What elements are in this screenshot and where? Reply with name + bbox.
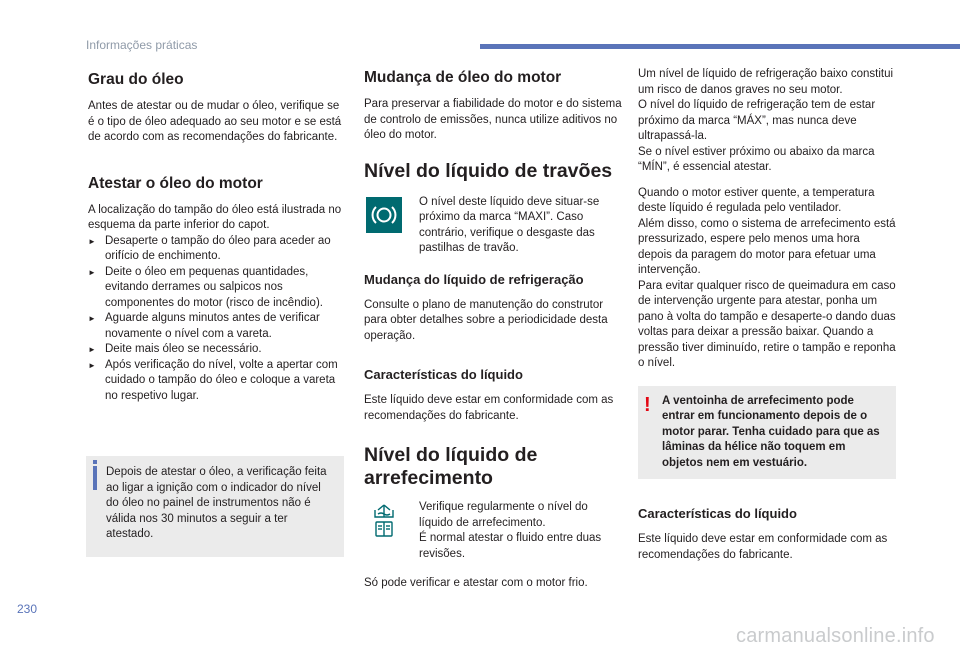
brake-fluid-text: O nível deste líquido deve situar-se próximo da marca “MAXI”. Caso contrário, verifique o desgaste das pastilhas de travão. xyxy=(419,195,600,254)
coolant-para-6: Para evitar qualquer risco de queimadura em caso de intervenção urgente para atestar, ponha um pano à volta do tampão e desaperte-o dando duas voltas para deixar a pressão baixar. Quando a pressão tiver diminuído, retire o tampão e reponha o nível. xyxy=(638,279,896,369)
warning-icon: ! xyxy=(644,393,651,416)
brake-fluid-heading: Nível do líquido de travões xyxy=(364,159,613,182)
oil-grade-text: Antes de atestar ou de mudar o óleo, verifique se é o tipo de óleo adequado ao seu motor e se está de acordo com as recomendações do fabricante. xyxy=(88,100,342,143)
coolant-level-heading-line2: arrefecimento xyxy=(364,467,493,489)
coolant-manual-icon xyxy=(366,502,402,538)
topping-up-steps xyxy=(88,234,344,405)
page-number: 230 xyxy=(17,602,38,616)
coolant-level-heading xyxy=(364,444,622,490)
fluid-specs-heading: Características do líquido xyxy=(364,367,523,382)
watermark: carmanualsonline.info xyxy=(736,625,935,647)
info-note-box xyxy=(86,456,344,557)
coolant-para-4: Quando o motor estiver quente, a temperatura deste líquido é regulada pelo ventilador. xyxy=(638,186,875,214)
coolant-para-5: Além disso, como o sistema de arrefecimento está pressurizado, espere pelo menos uma hora depois da paragem do motor para efetuar uma intervenção. xyxy=(638,217,896,276)
oil-grade-heading: Grau do óleo xyxy=(88,71,184,88)
coolant-para-3: Se o nível estiver próximo ou abaixo da marca “MÍN”, é essencial atestar. xyxy=(638,145,875,173)
coolant-change-text: Consulte o plano de manutenção do construtor para obter detalhes sobre a periodicidade desta operação. xyxy=(364,298,608,342)
brake-warning-icon xyxy=(366,197,402,233)
step-item: ► Deite mais óleo se necessário. xyxy=(88,342,344,358)
coolant-level-note: Só pode verificar e atestar com o motor frio. xyxy=(364,577,588,589)
coolant-para-1: Um nível de líquido de refrigeração baixo constitui um risco de danos graves no seu motor. xyxy=(638,68,894,96)
coolant-level-heading-line1: Nível do líquido de xyxy=(364,444,538,466)
step-item: ► Aguarde alguns minutos antes de verificar novamente o nível com a vareta. xyxy=(88,311,344,342)
fluid-specs-heading-2: Características do líquido xyxy=(638,506,797,521)
step-item: ► Após verificação do nível, volte a apertar com cuidado o tampão do óleo e coloque a vareta no respetivo lugar. xyxy=(88,358,344,405)
step-item: ► Desaperte o tampão do óleo para aceder ao orifício de enchimento. xyxy=(88,234,344,265)
coolant-change-heading: Mudança do líquido de refrigeração xyxy=(364,271,584,287)
step-item: ► Deite o óleo em pequenas quantidades, evitando derrames ou salpicos nos componentes do motor (risco de incêndio). xyxy=(88,265,344,312)
topping-up-heading: Atestar o óleo do motor xyxy=(88,174,263,192)
column-3 xyxy=(638,68,896,563)
warning-text: A ventoinha de arrefecimento pode entrar em funcionamento depois de o motor parar. Tenha cuidado para que as lâminas da hélice não toquem em objetos nem em vestuário. xyxy=(662,394,880,469)
info-icon xyxy=(93,466,97,490)
oil-change-heading: Mudança de óleo do motor xyxy=(364,69,562,86)
section-title: Informações práticas xyxy=(86,38,198,52)
fluid-specs-text: Este líquido deve estar em conformidade com as recomendações do fabricante. xyxy=(364,394,614,422)
oil-change-text: Para preservar a fiabilidade do motor e do sistema de controlo de emissões, nunca utilize aditivos no óleo do motor. xyxy=(364,98,622,141)
column-2 xyxy=(364,68,622,592)
column-1 xyxy=(88,68,344,557)
warning-box xyxy=(638,386,896,480)
coolant-para-2: O nível do líquido de refrigeração tem de estar próximo da marca “MÁX”, mas nunca deve ultrapassá-la. xyxy=(638,99,876,142)
info-note-text: Depois de atestar o óleo, a verificação feita ao ligar a ignição com o indicador do nível do óleo no painel de instrumentos não é válida nos 30 minutos a seguir a ter atestado. xyxy=(106,466,327,540)
topping-up-intro: A localização do tampão do óleo está ilustrada no esquema da parte inferior do capot. xyxy=(88,203,342,231)
coolant-level-text1: Verifique regularmente o nível do líquido de arrefecimento. xyxy=(419,501,588,529)
fluid-specs-text-2: Este líquido deve estar em conformidade com as recomendações do fabricante. xyxy=(638,533,888,561)
header-bar xyxy=(480,44,960,49)
coolant-level-text2: É normal atestar o fluido entre duas revisões. xyxy=(419,532,602,560)
